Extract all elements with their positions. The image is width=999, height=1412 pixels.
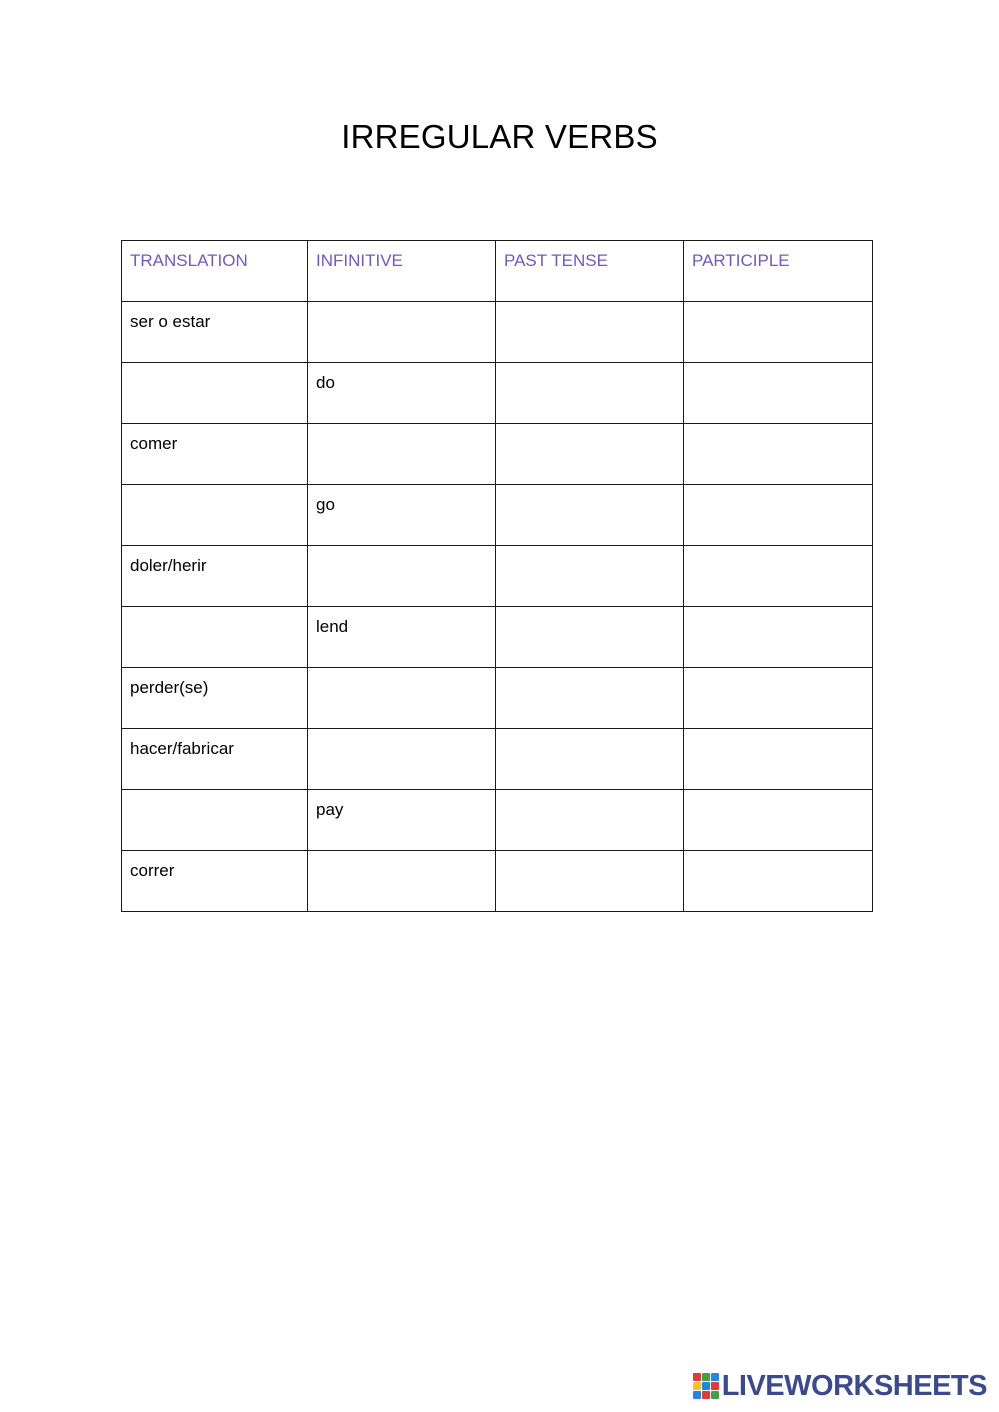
column-header-translation: TRANSLATION xyxy=(122,241,308,302)
translation-cell[interactable]: hacer/fabricar xyxy=(122,729,308,790)
table-row xyxy=(122,546,873,607)
translation-cell[interactable] xyxy=(122,485,308,546)
translation-cell[interactable] xyxy=(122,790,308,851)
past-tense-cell[interactable] xyxy=(496,851,684,912)
table-row xyxy=(122,668,873,729)
translation-cell[interactable]: ser o estar xyxy=(122,302,308,363)
infinitive-cell[interactable]: pay xyxy=(308,790,496,851)
column-header-participle: PARTICIPLE xyxy=(684,241,873,302)
table-row xyxy=(122,424,873,485)
participle-cell[interactable] xyxy=(684,424,873,485)
translation-cell[interactable]: doler/herir xyxy=(122,546,308,607)
infinitive-cell[interactable] xyxy=(308,668,496,729)
participle-cell[interactable] xyxy=(684,790,873,851)
infinitive-cell[interactable]: do xyxy=(308,363,496,424)
translation-cell[interactable] xyxy=(122,363,308,424)
participle-cell[interactable] xyxy=(684,485,873,546)
infinitive-cell[interactable]: lend xyxy=(308,607,496,668)
infinitive-cell[interactable]: go xyxy=(308,485,496,546)
table-row xyxy=(122,729,873,790)
irregular-verbs-table xyxy=(121,240,873,912)
participle-cell[interactable] xyxy=(684,729,873,790)
participle-cell[interactable] xyxy=(684,851,873,912)
translation-cell[interactable] xyxy=(122,607,308,668)
past-tense-cell[interactable] xyxy=(496,546,684,607)
participle-cell[interactable] xyxy=(684,302,873,363)
infinitive-cell[interactable] xyxy=(308,302,496,363)
table-row xyxy=(122,363,873,424)
infinitive-cell[interactable] xyxy=(308,546,496,607)
past-tense-cell[interactable] xyxy=(496,424,684,485)
infinitive-cell[interactable] xyxy=(308,851,496,912)
liveworksheets-logo-text: LIVEWORKSHEETS xyxy=(721,1370,987,1402)
participle-cell[interactable] xyxy=(684,363,873,424)
column-header-infinitive: INFINITIVE xyxy=(308,241,496,302)
translation-cell[interactable]: correr xyxy=(122,851,308,912)
past-tense-cell[interactable] xyxy=(496,607,684,668)
infinitive-cell[interactable] xyxy=(308,729,496,790)
table-row xyxy=(122,790,873,851)
liveworksheets-brand xyxy=(693,1372,987,1400)
liveworksheets-logo-icon xyxy=(693,1373,719,1399)
table-row xyxy=(122,485,873,546)
infinitive-cell[interactable] xyxy=(308,424,496,485)
past-tense-cell[interactable] xyxy=(496,363,684,424)
participle-cell[interactable] xyxy=(684,668,873,729)
page-title: IRREGULAR VERBS xyxy=(341,118,658,155)
participle-cell[interactable] xyxy=(684,607,873,668)
table-row xyxy=(122,607,873,668)
participle-cell[interactable] xyxy=(684,546,873,607)
table-row xyxy=(122,851,873,912)
past-tense-cell[interactable] xyxy=(496,302,684,363)
past-tense-cell[interactable] xyxy=(496,729,684,790)
table-header-row xyxy=(122,241,873,302)
translation-cell[interactable]: perder(se) xyxy=(122,668,308,729)
past-tense-cell[interactable] xyxy=(496,668,684,729)
past-tense-cell[interactable] xyxy=(496,485,684,546)
past-tense-cell[interactable] xyxy=(496,790,684,851)
table-row xyxy=(122,302,873,363)
translation-cell[interactable]: comer xyxy=(122,424,308,485)
column-header-past-tense: PAST TENSE xyxy=(496,241,684,302)
